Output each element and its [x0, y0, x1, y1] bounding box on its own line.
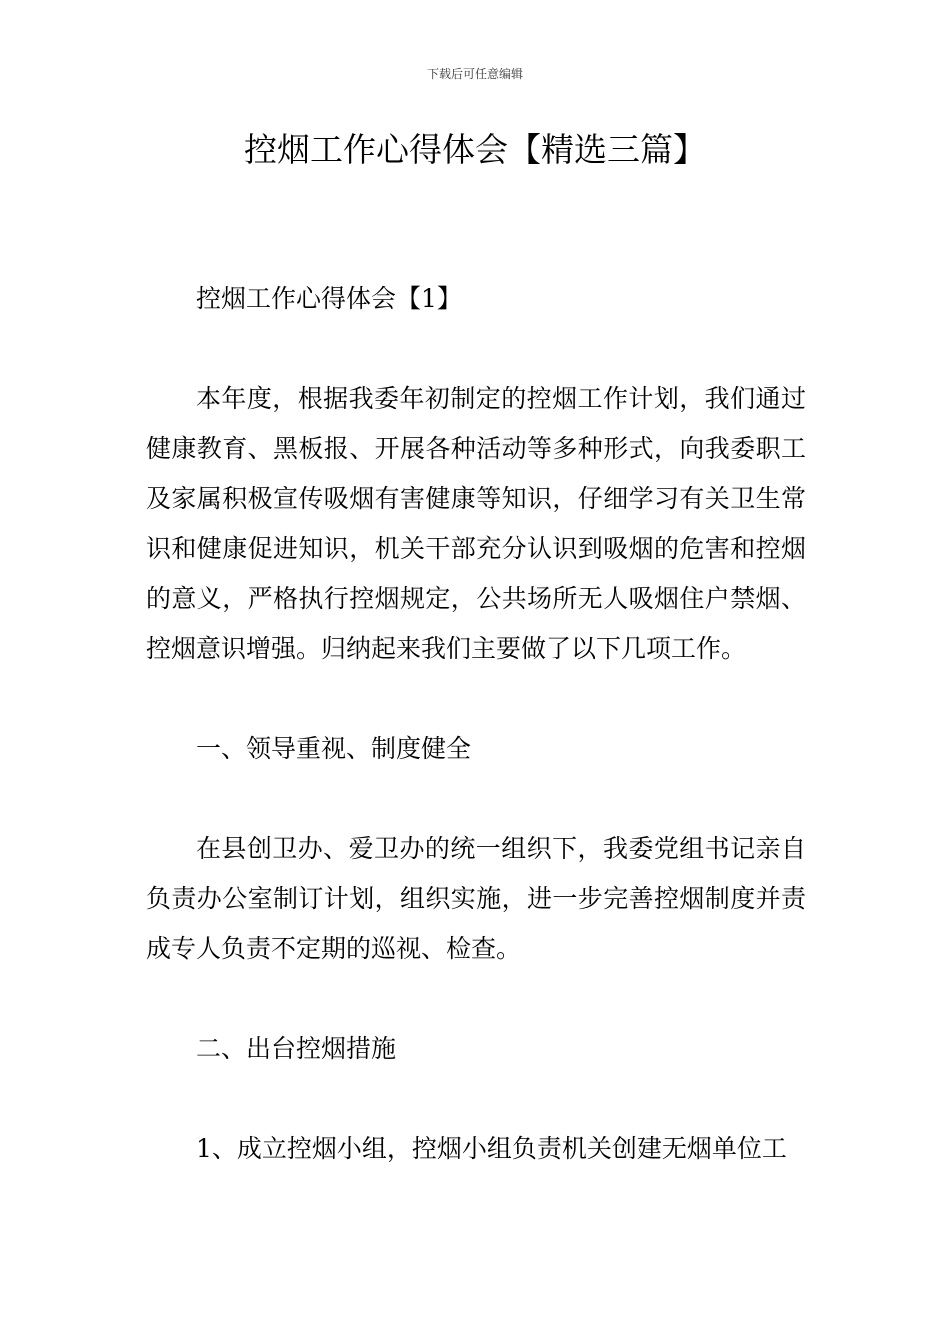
heading-measures: 二、出台控烟措施 [196, 1034, 397, 1063]
measures-paragraph: 1、成立控烟小组，控烟小组负责机关创建无烟单位工 [196, 1134, 787, 1163]
leadership-paragraph: 在县创卫办、爱卫办的统一组织下，我委党组书记亲自负责办公室制订计划，组织实施，进一步完善控烟制度并责成专人负责不定期的巡视、检查。 [146, 834, 806, 963]
heading-leadership: 一、领导重视、制度健全 [196, 734, 472, 763]
download-note: 下载后可任意编辑 [426, 67, 523, 81]
document-body [146, 274, 806, 1174]
intro-paragraph: 本年度，根据我委年初制定的控烟工作计划，我们通过健康教育、黑板报、开展各种活动等多种形式，向我委职工及家属积极宣传吸烟有害健康等知识，仔细学习有关卫生常识和健康促进知识，机关干部充分认识到吸烟的危害和控烟的意义，严格执行控烟规定，公共场所无人吸烟住户禁烟、控烟意识增强。归纳起来我们主要做了以下几项工作。 [146, 384, 806, 663]
document-title: 控烟工作心得体会【精选三篇】 [244, 130, 706, 169]
section-heading: 控烟工作心得体会【1】 [196, 284, 462, 313]
